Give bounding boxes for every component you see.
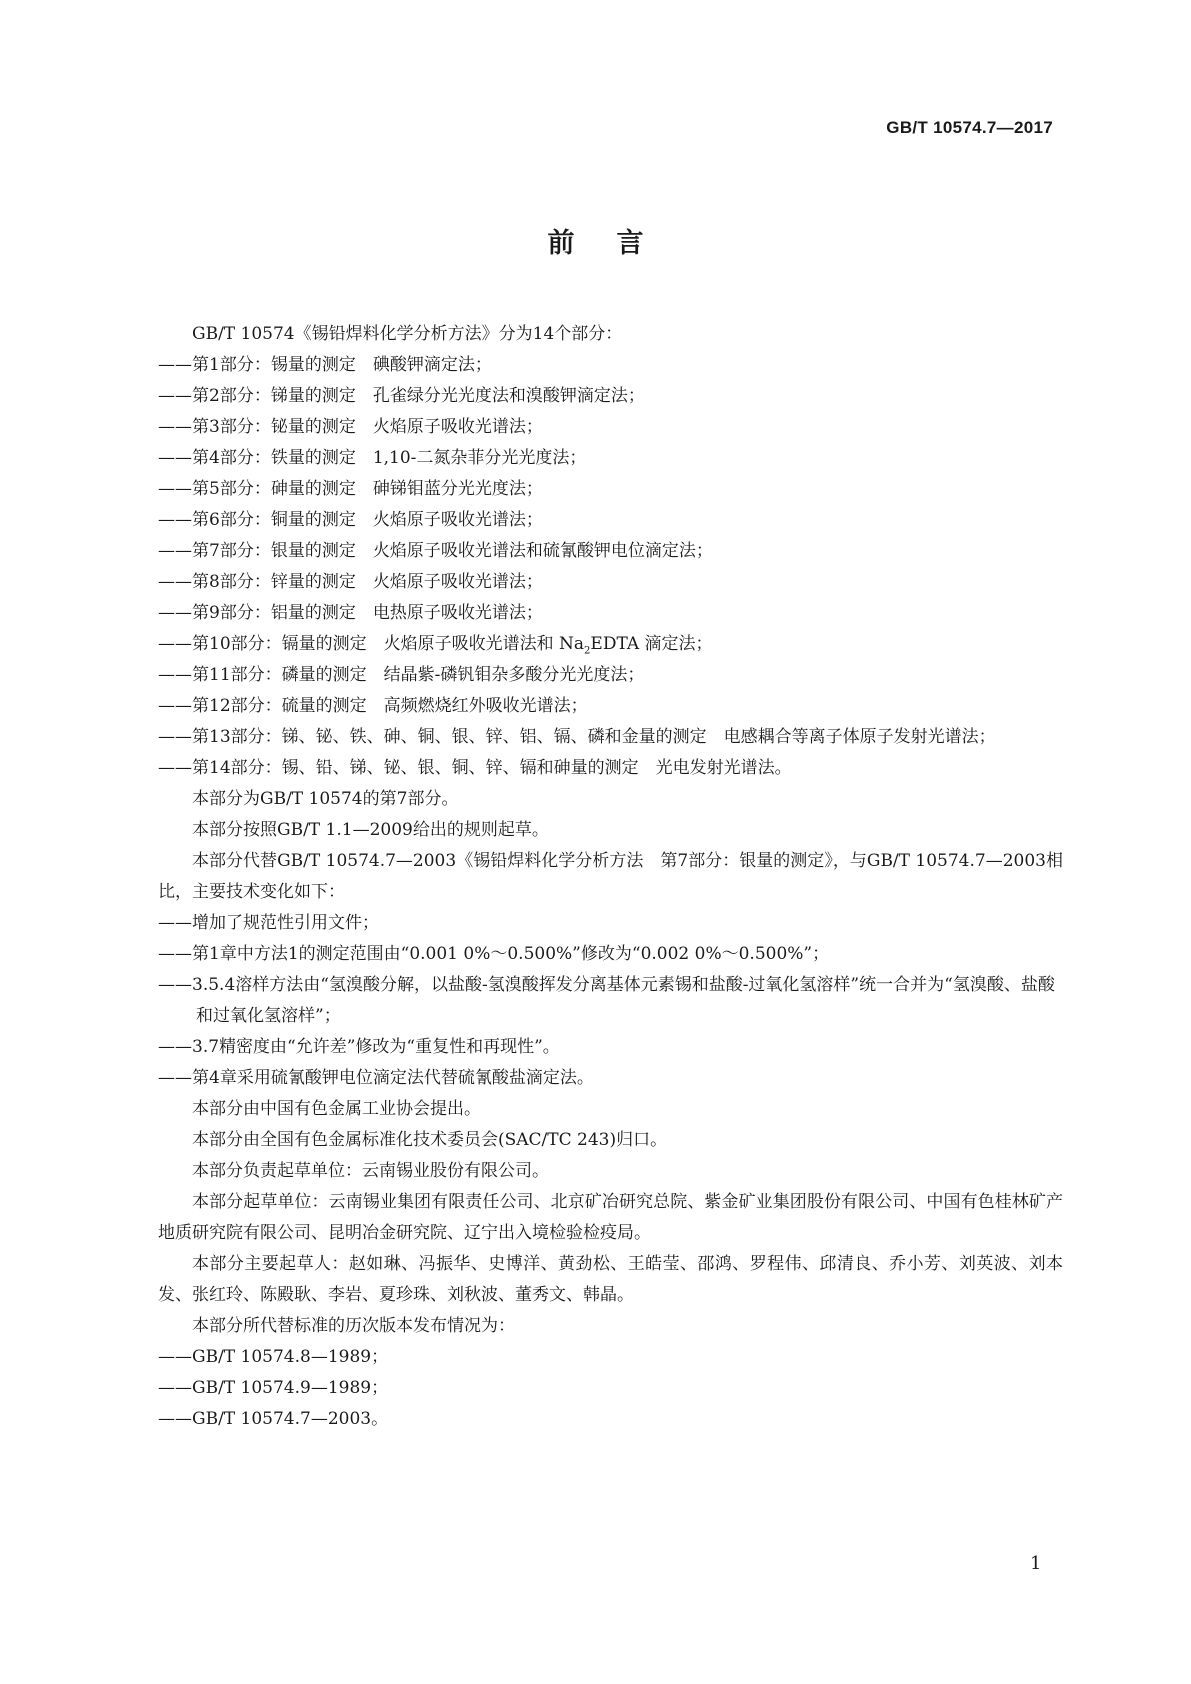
foreword-body — [158, 319, 1063, 1435]
parts-list — [158, 350, 1063, 784]
part-10-text: 第10部分：镉量的测定 火焰原子吸收光谱法和 Na — [192, 634, 585, 654]
list-item: —— 3.7精密度由“允许差”修改为“重复性和再现性”。 — [158, 1032, 1063, 1063]
list-item: —— 第6部分：铜量的测定 火焰原子吸收光谱法； — [158, 505, 1063, 536]
part-10-text-end: EDTA 滴定法； — [590, 634, 713, 654]
list-item: —— 增加了规范性引用文件； — [158, 908, 1063, 939]
page-number: 1 — [1030, 1553, 1042, 1574]
list-item: —— 第9部分：铝量的测定 电热原子吸收光谱法； — [158, 598, 1063, 629]
list-item: —— 第4章采用硫氰酸钾电位滴定法代替硫氰酸盐滴定法。 — [158, 1063, 1063, 1094]
list-item — [158, 629, 1063, 660]
replace-statement: 本部分代替GB/T 10574.7—2003《锡铅焊料化学分析方法 第7部分：银量的测定》，与GB/T 10574.7—2003相比，主要技术变化如下： — [158, 851, 1063, 902]
drafters: 本部分主要起草人：赵如琳、冯振华、史博洋、黄劲松、王皓莹、邵鸿、罗程伟、邱清良、乔小芳、刘英波、刘本发、张红玲、陈殿耿、李岩、夏珍珠、刘秋波、董秀文、韩晶。 — [158, 1254, 1063, 1305]
intro-paragraph: GB/T 10574《锡铅焊料化学分析方法》分为14个部分： — [192, 324, 623, 344]
list-item: —— 第7部分：银量的测定 火焰原子吸收光谱法和硫氰酸钾电位滴定法； — [158, 536, 1063, 567]
list-item: —— 第2部分：锑量的测定 孔雀绿分光光度法和溴酸钾滴定法； — [158, 381, 1063, 412]
list-item: —— 第1章中方法1的测定范围由“0.001 0%～0.500%”修改为“0.002 0%～0.500%”； — [158, 939, 1063, 970]
subscript-2: 2 — [584, 645, 591, 657]
responsible-unit: 本部分负责起草单位：云南锡业股份有限公司。 — [192, 1161, 549, 1181]
standard-number: GB/T 10574.7—2017 — [886, 118, 1053, 137]
managed-by: 本部分由全国有色金属标准化技术委员会(SAC/TC 243)归口。 — [192, 1130, 668, 1150]
list-item: —— 第1部分：锡量的测定 碘酸钾滴定法； — [158, 350, 1063, 381]
history-intro: 本部分所代替标准的历次版本发布情况为： — [192, 1316, 515, 1336]
changes-list — [158, 908, 1063, 1094]
list-item: —— GB/T 10574.7—2003。 — [158, 1404, 1063, 1435]
proposed-by: 本部分由中国有色金属工业协会提出。 — [192, 1099, 481, 1119]
page-title: 前言 — [547, 228, 686, 259]
list-item: —— 第14部分：锡、铅、锑、铋、银、铜、锌、镉和砷量的测定 光电发射光谱法。 — [158, 753, 1063, 784]
list-item: —— 第12部分：硫量的测定 高频燃烧红外吸收光谱法； — [158, 691, 1063, 722]
drafting-units: 本部分起草单位：云南锡业集团有限责任公司、北京矿冶研究总院、紫金矿业集团股份有限公司、中国有色桂林矿产地质研究院有限公司、昆明冶金研究院、辽宁出入境检验检疫局。 — [158, 1192, 1063, 1243]
list-item: —— 第3部分：铋量的测定 火焰原子吸收光谱法； — [158, 412, 1063, 443]
history-list — [158, 1342, 1063, 1435]
list-item: —— 第8部分：锌量的测定 火焰原子吸收光谱法； — [158, 567, 1063, 598]
list-item: —— GB/T 10574.9—1989； — [158, 1373, 1063, 1404]
list-item: —— 3.5.4溶样方法由“氢溴酸分解，以盐酸-氢溴酸挥发分离基体元素锡和盐酸-过氧化氢溶样”统一合并为“氢溴酸、盐酸和过氧化氢溶样”； — [158, 970, 1063, 1032]
list-item: —— 第11部分：磷量的测定 结晶紫-磷钒钼杂多酸分光光度法； — [158, 660, 1063, 691]
part-statement: 本部分为GB/T 10574的第7部分。 — [192, 789, 459, 809]
drafting-rules: 本部分按照GB/T 1.1—2009给出的规则起草。 — [192, 820, 549, 840]
list-item: —— 第13部分：锑、铋、铁、砷、铜、银、锌、铝、镉、磷和金量的测定 电感耦合等离子体原子发射光谱法； — [158, 722, 1063, 753]
list-item: —— GB/T 10574.8—1989； — [158, 1342, 1063, 1373]
list-item: —— 第5部分：砷量的测定 砷锑钼蓝分光光度法； — [158, 474, 1063, 505]
list-item: —— 第4部分：铁量的测定 1,10-二氮杂菲分光光度法； — [158, 443, 1063, 474]
